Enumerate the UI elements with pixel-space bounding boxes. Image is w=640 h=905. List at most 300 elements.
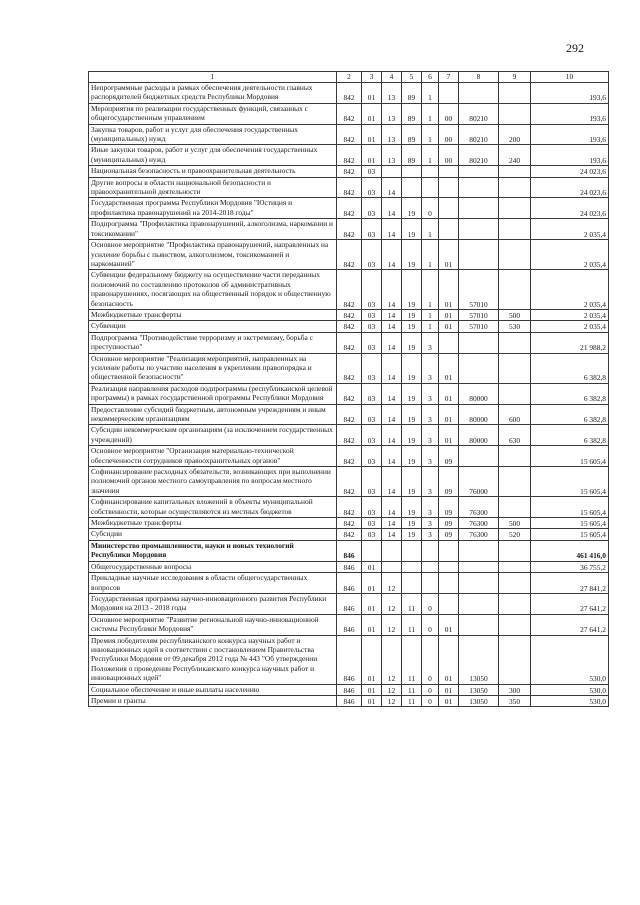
- program-code-cell: 19: [402, 332, 422, 353]
- amount-cell: 27 641,2: [531, 614, 609, 635]
- subprogram-code-cell: 0: [422, 695, 439, 706]
- admin-code-cell: 846: [337, 540, 362, 561]
- activity-code-cell: 09: [439, 518, 459, 529]
- expense-type-code-cell: [499, 198, 531, 219]
- activity-code-cell: 00: [439, 103, 459, 124]
- table-row: [89, 332, 609, 353]
- section-code-cell: 03: [362, 177, 382, 198]
- row-name-cell: Основное мероприятие "Организация материально-технической обеспеченности сотрудников правоохранительных органов": [89, 446, 337, 467]
- subsection-code-cell: 14: [382, 383, 402, 404]
- expense-type-code-cell: [499, 635, 531, 684]
- section-code-cell: 03: [362, 240, 382, 270]
- activity-code-cell: [439, 561, 459, 572]
- program-code-cell: 19: [402, 518, 422, 529]
- column-header: 9: [499, 72, 531, 83]
- expense-direction-code-cell: 57010: [459, 321, 499, 332]
- subprogram-code-cell: 1: [422, 321, 439, 332]
- expense-direction-code-cell: 76300: [459, 518, 499, 529]
- section-code-cell: [362, 540, 382, 561]
- table-body: [89, 83, 609, 707]
- activity-code-cell: 01: [439, 353, 459, 383]
- subsection-code-cell: 13: [382, 124, 402, 145]
- subprogram-code-cell: 3: [422, 404, 439, 425]
- section-code-cell: 01: [362, 124, 382, 145]
- subsection-code-cell: 14: [382, 518, 402, 529]
- table-row: [89, 404, 609, 425]
- column-header: 6: [422, 72, 439, 83]
- program-code-cell: 89: [402, 145, 422, 166]
- subprogram-code-cell: [422, 177, 439, 198]
- amount-cell: 461 416,0: [531, 540, 609, 561]
- section-code-cell: 01: [362, 145, 382, 166]
- activity-code-cell: 01: [439, 309, 459, 320]
- row-name-cell: Подпрограмма "Профилактика правонарушений, алкоголизма, наркомании и токсикомании": [89, 219, 337, 240]
- admin-code-cell: 846: [337, 684, 362, 695]
- amount-cell: 193,6: [531, 145, 609, 166]
- activity-code-cell: 01: [439, 270, 459, 310]
- amount-cell: 6 382,8: [531, 404, 609, 425]
- amount-cell: 27 841,2: [531, 573, 609, 594]
- program-code-cell: 19: [402, 529, 422, 540]
- subprogram-code-cell: 1: [422, 270, 439, 310]
- row-name-cell: Предоставление субсидий бюджетным, автономным учреждениям и иным некоммерческим организациям: [89, 404, 337, 425]
- activity-code-cell: 09: [439, 446, 459, 467]
- table-row: [89, 166, 609, 177]
- expense-type-code-cell: [499, 497, 531, 518]
- table-row: [89, 383, 609, 404]
- section-code-cell: 03: [362, 529, 382, 540]
- row-name-cell: Непрограммные расходы в рамках обеспечения деятельности главных распорядителей бюджетных средств Республики Мордовия: [89, 83, 337, 104]
- row-name-cell: Софинансирование расходных обязательств, возникающих при выполнении полномочий органов местного самоуправления по вопросам местного значения: [89, 467, 337, 497]
- expense-direction-code-cell: [459, 614, 499, 635]
- expense-type-code-cell: [499, 540, 531, 561]
- program-code-cell: [402, 177, 422, 198]
- program-code-cell: 89: [402, 83, 422, 104]
- expense-type-code-cell: [499, 353, 531, 383]
- expense-type-code-cell: [499, 446, 531, 467]
- row-name-cell: Межбюджетные трансферты: [89, 518, 337, 529]
- amount-cell: 193,6: [531, 124, 609, 145]
- activity-code-cell: 01: [439, 425, 459, 446]
- table-row: [89, 635, 609, 684]
- expense-direction-code-cell: [459, 573, 499, 594]
- subprogram-code-cell: 0: [422, 198, 439, 219]
- expense-direction-code-cell: 80210: [459, 103, 499, 124]
- program-code-cell: [402, 540, 422, 561]
- subsection-code-cell: 14: [382, 529, 402, 540]
- amount-cell: 2 035,4: [531, 309, 609, 320]
- expense-type-code-cell: [499, 383, 531, 404]
- expense-type-code-cell: 530: [499, 321, 531, 332]
- expense-type-code-cell: 200: [499, 124, 531, 145]
- admin-code-cell: 846: [337, 573, 362, 594]
- subsection-code-cell: [382, 561, 402, 572]
- row-name-cell: Закупка товаров, работ и услуг для обеспечения государственных (муниципальных) нужд: [89, 124, 337, 145]
- amount-cell: 15 605,4: [531, 446, 609, 467]
- admin-code-cell: 842: [337, 240, 362, 270]
- activity-code-cell: 01: [439, 614, 459, 635]
- activity-code-cell: 01: [439, 684, 459, 695]
- table-row: [89, 425, 609, 446]
- amount-cell: 530,0: [531, 635, 609, 684]
- table-row: [89, 540, 609, 561]
- admin-code-cell: 842: [337, 177, 362, 198]
- subprogram-code-cell: 1: [422, 309, 439, 320]
- expense-direction-code-cell: 76000: [459, 467, 499, 497]
- admin-code-cell: 846: [337, 561, 362, 572]
- section-code-cell: 01: [362, 83, 382, 104]
- row-name-cell: Министерство промышленности, науки и новых технологий Республики Мордовия: [89, 540, 337, 561]
- table-row: [89, 593, 609, 614]
- section-code-cell: 01: [362, 684, 382, 695]
- section-code-cell: 01: [362, 635, 382, 684]
- activity-code-cell: 00: [439, 145, 459, 166]
- subsection-code-cell: 13: [382, 83, 402, 104]
- program-code-cell: 19: [402, 353, 422, 383]
- amount-cell: 6 382,8: [531, 425, 609, 446]
- activity-code-cell: 01: [439, 240, 459, 270]
- admin-code-cell: 842: [337, 103, 362, 124]
- program-code-cell: 19: [402, 198, 422, 219]
- amount-cell: 193,6: [531, 103, 609, 124]
- program-code-cell: [402, 561, 422, 572]
- activity-code-cell: 01: [439, 635, 459, 684]
- activity-code-cell: [439, 166, 459, 177]
- amount-cell: 15 605,4: [531, 467, 609, 497]
- subprogram-code-cell: 3: [422, 332, 439, 353]
- expense-direction-code-cell: [459, 219, 499, 240]
- activity-code-cell: 00: [439, 124, 459, 145]
- expense-direction-code-cell: [459, 540, 499, 561]
- admin-code-cell: 842: [337, 166, 362, 177]
- table-row: [89, 124, 609, 145]
- subsection-code-cell: 14: [382, 177, 402, 198]
- column-header: 4: [382, 72, 402, 83]
- amount-cell: 530,0: [531, 684, 609, 695]
- activity-code-cell: [439, 177, 459, 198]
- expense-type-code-cell: [499, 177, 531, 198]
- program-code-cell: 19: [402, 425, 422, 446]
- row-name-cell: Государственная программа Республики Мордовия "Юстиция и профилактика правонарушений на 2014-2018 годы": [89, 198, 337, 219]
- row-name-cell: Государственная программа научно-инновационного развития Республики Мордовия на 2013 - 2018 годы: [89, 593, 337, 614]
- admin-code-cell: 842: [337, 198, 362, 219]
- expense-direction-code-cell: [459, 198, 499, 219]
- row-name-cell: Подпрограмма "Противодействие терроризму и экстремизму, борьба с преступностью": [89, 332, 337, 353]
- row-name-cell: Межбюджетные трансферты: [89, 309, 337, 320]
- column-header: 2: [337, 72, 362, 83]
- subprogram-code-cell: [422, 573, 439, 594]
- table-row: [89, 573, 609, 594]
- expense-type-code-cell: [499, 467, 531, 497]
- activity-code-cell: [439, 573, 459, 594]
- subsection-code-cell: 14: [382, 321, 402, 332]
- table-row: [89, 561, 609, 572]
- table-row: [89, 309, 609, 320]
- admin-code-cell: 842: [337, 332, 362, 353]
- program-code-cell: 11: [402, 635, 422, 684]
- section-code-cell: 03: [362, 497, 382, 518]
- amount-cell: 24 023,6: [531, 198, 609, 219]
- subsection-code-cell: 12: [382, 684, 402, 695]
- column-header: 1: [89, 72, 337, 83]
- activity-code-cell: 09: [439, 467, 459, 497]
- subsection-code-cell: 14: [382, 467, 402, 497]
- row-name-cell: Основное мероприятие "Развитие региональной научно-инновационной системы Республики Мордовия": [89, 614, 337, 635]
- row-name-cell: Субвенции: [89, 321, 337, 332]
- subsection-code-cell: 14: [382, 219, 402, 240]
- table-row: [89, 83, 609, 104]
- section-code-cell: 01: [362, 593, 382, 614]
- subsection-code-cell: [382, 540, 402, 561]
- budget-table: [88, 71, 609, 707]
- subprogram-code-cell: 1: [422, 83, 439, 104]
- row-name-cell: Другие вопросы в области национальной безопасности и правоохранительной деятельности: [89, 177, 337, 198]
- table-row: [89, 529, 609, 540]
- activity-code-cell: [439, 593, 459, 614]
- subprogram-code-cell: 3: [422, 497, 439, 518]
- section-code-cell: 03: [362, 353, 382, 383]
- activity-code-cell: 09: [439, 497, 459, 518]
- subprogram-code-cell: 1: [422, 124, 439, 145]
- program-code-cell: 89: [402, 103, 422, 124]
- admin-code-cell: 842: [337, 404, 362, 425]
- admin-code-cell: 842: [337, 383, 362, 404]
- section-code-cell: 01: [362, 103, 382, 124]
- expense-direction-code-cell: 80000: [459, 383, 499, 404]
- subprogram-code-cell: 3: [422, 446, 439, 467]
- program-code-cell: 11: [402, 684, 422, 695]
- expense-type-code-cell: 350: [499, 695, 531, 706]
- table-row: [89, 177, 609, 198]
- expense-direction-code-cell: 80210: [459, 124, 499, 145]
- section-code-cell: 01: [362, 573, 382, 594]
- activity-code-cell: 01: [439, 695, 459, 706]
- section-code-cell: 01: [362, 695, 382, 706]
- section-code-cell: 03: [362, 332, 382, 353]
- program-code-cell: 11: [402, 695, 422, 706]
- admin-code-cell: 846: [337, 593, 362, 614]
- subsection-code-cell: 14: [382, 332, 402, 353]
- subprogram-code-cell: [422, 561, 439, 572]
- expense-type-code-cell: [499, 219, 531, 240]
- amount-cell: 2 035,4: [531, 321, 609, 332]
- section-code-cell: 03: [362, 198, 382, 219]
- subsection-code-cell: 12: [382, 695, 402, 706]
- expense-direction-code-cell: 13050: [459, 635, 499, 684]
- expense-direction-code-cell: 80210: [459, 145, 499, 166]
- expense-direction-code-cell: [459, 332, 499, 353]
- row-name-cell: Субсидии некоммерческим организациям (за исключением государственных учреждений): [89, 425, 337, 446]
- expense-type-code-cell: [499, 240, 531, 270]
- subsection-code-cell: 14: [382, 353, 402, 383]
- subprogram-code-cell: 3: [422, 383, 439, 404]
- row-name-cell: Общегосударственные вопросы: [89, 561, 337, 572]
- section-code-cell: 03: [362, 425, 382, 446]
- expense-direction-code-cell: 13050: [459, 695, 499, 706]
- activity-code-cell: [439, 219, 459, 240]
- program-code-cell: 19: [402, 497, 422, 518]
- amount-cell: 15 605,4: [531, 497, 609, 518]
- amount-cell: 36 755,2: [531, 561, 609, 572]
- expense-type-code-cell: 630: [499, 425, 531, 446]
- program-code-cell: 19: [402, 383, 422, 404]
- program-code-cell: 19: [402, 240, 422, 270]
- admin-code-cell: 842: [337, 353, 362, 383]
- expense-type-code-cell: [499, 270, 531, 310]
- subprogram-code-cell: 3: [422, 467, 439, 497]
- amount-cell: 2 035,4: [531, 219, 609, 240]
- section-code-cell: 01: [362, 561, 382, 572]
- amount-cell: 2 035,4: [531, 240, 609, 270]
- expense-direction-code-cell: 76300: [459, 529, 499, 540]
- expense-type-code-cell: [499, 573, 531, 594]
- row-name-cell: Софинансирование капитальных вложений в объекты муниципальной собственности, которые осуществляются из местных бюджетов: [89, 497, 337, 518]
- admin-code-cell: 846: [337, 635, 362, 684]
- amount-cell: 27 641,2: [531, 593, 609, 614]
- activity-code-cell: [439, 540, 459, 561]
- row-name-cell: Субсидии: [89, 529, 337, 540]
- activity-code-cell: [439, 198, 459, 219]
- row-name-cell: Реализация направления расходов подпрограммы (республиканской целевой программы) в рамках государственной программы Республики Мордовия: [89, 383, 337, 404]
- column-header: 5: [402, 72, 422, 83]
- amount-cell: 6 382,8: [531, 383, 609, 404]
- expense-type-code-cell: 500: [499, 309, 531, 320]
- activity-code-cell: 01: [439, 321, 459, 332]
- subprogram-code-cell: 1: [422, 219, 439, 240]
- table-row: [89, 240, 609, 270]
- subsection-code-cell: 14: [382, 404, 402, 425]
- subsection-code-cell: 14: [382, 198, 402, 219]
- subsection-code-cell: 12: [382, 573, 402, 594]
- section-code-cell: 03: [362, 219, 382, 240]
- admin-code-cell: 842: [337, 219, 362, 240]
- expense-direction-code-cell: [459, 177, 499, 198]
- section-code-cell: 03: [362, 166, 382, 177]
- subsection-code-cell: 13: [382, 145, 402, 166]
- program-code-cell: 19: [402, 446, 422, 467]
- section-code-cell: 03: [362, 404, 382, 425]
- expense-type-code-cell: 600: [499, 404, 531, 425]
- expense-type-code-cell: [499, 561, 531, 572]
- subprogram-code-cell: 3: [422, 529, 439, 540]
- program-code-cell: [402, 166, 422, 177]
- amount-cell: 2 035,4: [531, 270, 609, 310]
- expense-type-code-cell: 240: [499, 145, 531, 166]
- expense-direction-code-cell: 80000: [459, 425, 499, 446]
- expense-type-code-cell: [499, 166, 531, 177]
- program-code-cell: [402, 573, 422, 594]
- subprogram-code-cell: 1: [422, 145, 439, 166]
- expense-direction-code-cell: 76300: [459, 497, 499, 518]
- row-name-cell: Субвенции федеральному бюджету на осуществление части переданных полномочий по составлению протоколов об административных правонарушениях, посягающих на общественный порядок и общественную безопасность: [89, 270, 337, 310]
- admin-code-cell: 842: [337, 83, 362, 104]
- expense-direction-code-cell: [459, 83, 499, 104]
- program-code-cell: 19: [402, 467, 422, 497]
- expense-direction-code-cell: 80000: [459, 404, 499, 425]
- row-name-cell: Национальная безопасность и правоохранительная деятельность: [89, 166, 337, 177]
- table-row: [89, 518, 609, 529]
- subprogram-code-cell: 1: [422, 103, 439, 124]
- row-name-cell: Премии и гранты: [89, 695, 337, 706]
- section-code-cell: 03: [362, 270, 382, 310]
- activity-code-cell: 01: [439, 383, 459, 404]
- expense-direction-code-cell: [459, 561, 499, 572]
- admin-code-cell: 842: [337, 529, 362, 540]
- table-row: [89, 219, 609, 240]
- table-row: [89, 446, 609, 467]
- subsection-code-cell: 14: [382, 309, 402, 320]
- section-code-cell: 03: [362, 467, 382, 497]
- table-row: [89, 103, 609, 124]
- page-number: 292: [566, 41, 584, 55]
- row-name-cell: Мероприятия по реализации государственных функций, связанных с общегосударственным управлением: [89, 103, 337, 124]
- admin-code-cell: 842: [337, 446, 362, 467]
- admin-code-cell: 842: [337, 497, 362, 518]
- table-row: [89, 497, 609, 518]
- expense-direction-code-cell: [459, 593, 499, 614]
- subsection-code-cell: 12: [382, 593, 402, 614]
- section-code-cell: 03: [362, 383, 382, 404]
- subsection-code-cell: 13: [382, 103, 402, 124]
- subsection-code-cell: 14: [382, 446, 402, 467]
- admin-code-cell: 842: [337, 309, 362, 320]
- expense-type-code-cell: [499, 103, 531, 124]
- program-code-cell: 19: [402, 309, 422, 320]
- expense-direction-code-cell: [459, 353, 499, 383]
- row-name-cell: Прикладные научные исследования в области общегосударственных вопросов: [89, 573, 337, 594]
- row-name-cell: Премия победителям республиканского конкурса научных работ и инновационных идей в соответствии с постановлением Правительства Республики Мордовия от 09 декабря 2012 года № 443 "Об утверждении Положения о проведении Республиканского конкурса научных работ и инновационных идей": [89, 635, 337, 684]
- activity-code-cell: [439, 332, 459, 353]
- expense-type-code-cell: [499, 83, 531, 104]
- section-code-cell: 03: [362, 321, 382, 332]
- row-name-cell: Основное мероприятие "Профилактика правонарушений, направленных на усиление борьбы с пьянством, алкоголизмом, токсикоманией и наркоманией": [89, 240, 337, 270]
- expense-direction-code-cell: 57010: [459, 270, 499, 310]
- admin-code-cell: 842: [337, 518, 362, 529]
- table-row: [89, 270, 609, 310]
- subprogram-code-cell: 0: [422, 635, 439, 684]
- row-name-cell: Социальное обеспечение и иные выплаты населению: [89, 684, 337, 695]
- subprogram-code-cell: 0: [422, 593, 439, 614]
- expense-type-code-cell: 520: [499, 529, 531, 540]
- section-code-cell: 01: [362, 614, 382, 635]
- subsection-code-cell: 12: [382, 635, 402, 684]
- program-code-cell: 19: [402, 404, 422, 425]
- amount-cell: 24 023,6: [531, 166, 609, 177]
- subprogram-code-cell: [422, 540, 439, 561]
- subprogram-code-cell: [422, 166, 439, 177]
- expense-direction-code-cell: [459, 166, 499, 177]
- section-code-cell: 03: [362, 446, 382, 467]
- subprogram-code-cell: 0: [422, 684, 439, 695]
- subsection-code-cell: 14: [382, 425, 402, 446]
- subsection-code-cell: 12: [382, 614, 402, 635]
- expense-type-code-cell: 500: [499, 518, 531, 529]
- column-header: 8: [459, 72, 499, 83]
- column-header: 7: [439, 72, 459, 83]
- subprogram-code-cell: 0: [422, 614, 439, 635]
- amount-cell: 15 605,4: [531, 518, 609, 529]
- expense-direction-code-cell: 57010: [459, 309, 499, 320]
- row-name-cell: Основное мероприятие "Реализация мероприятий, направленных на усиление работы по участию населения в укреплении правопорядка и общественной безопасности": [89, 353, 337, 383]
- subsection-code-cell: 14: [382, 270, 402, 310]
- table-header-row: [89, 72, 609, 83]
- expense-type-code-cell: [499, 332, 531, 353]
- admin-code-cell: 842: [337, 270, 362, 310]
- amount-cell: 24 023,6: [531, 177, 609, 198]
- program-code-cell: 89: [402, 124, 422, 145]
- admin-code-cell: 842: [337, 145, 362, 166]
- amount-cell: 6 382,8: [531, 353, 609, 383]
